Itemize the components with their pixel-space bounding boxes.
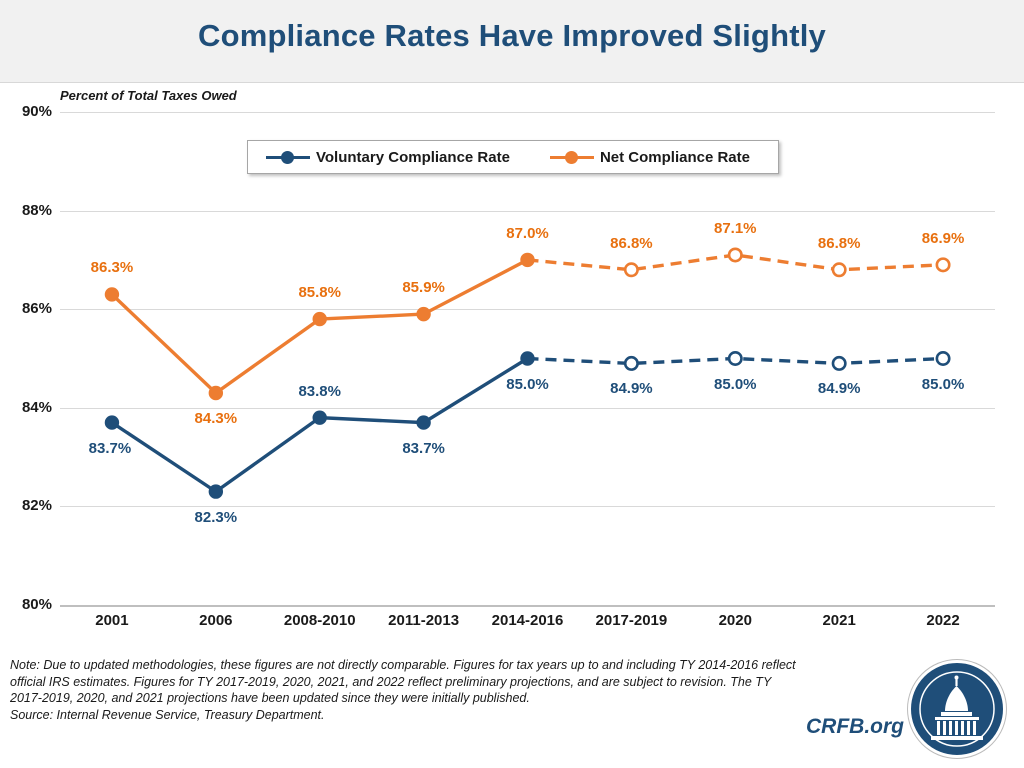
data-point-label: 86.8% [817,234,861,252]
data-point-marker [625,357,637,369]
data-point-label: 83.8% [298,382,341,400]
footnote-source: Source: Internal Revenue Service, Treasury Department. [10,707,325,722]
x-axis-tick-label: 2001 [95,612,129,629]
y-axis-tick-label: 90% [21,103,52,120]
legend-label-net: Net Compliance Rate [599,148,750,166]
x-axis-tick-label: 2008-2010 [283,612,356,629]
data-point-marker [210,485,222,497]
data-point-label: 86.8% [610,234,653,252]
series-lines [0,100,1024,645]
y-axis-tick-label: 88% [21,201,52,219]
data-point-label: 85.0% [921,375,965,393]
chart-legend[interactable] [247,140,779,174]
series-line-solid [112,260,528,393]
data-point-label: 87.0% [506,224,549,242]
data-point-label: 85.0% [713,375,757,393]
y-axis-tick-label: 80% [21,596,52,613]
legend-label-voluntary: Voluntary Compliance Rate [316,148,510,166]
data-point-marker [833,357,845,369]
data-point-label: 82.3% [194,508,238,526]
legend-swatch-net-icon [550,150,594,164]
data-point-label: 86.9% [921,229,965,247]
capitol-dome-logo [908,660,1006,758]
data-point-marker [729,352,741,364]
footnote [10,657,800,723]
data-point-marker [833,264,845,276]
x-axis-tick-label: 2021 [822,612,856,629]
x-axis-tick-label: 2022 [926,612,960,629]
axis-subtitle: Percent of Total Taxes Owed [60,88,237,103]
data-point-label: 86.3% [90,259,134,277]
data-point-label: 85.0% [506,375,549,393]
data-point-marker [210,387,222,399]
data-point-marker [937,259,949,271]
data-point-marker [106,288,118,300]
data-point-label: 84.9% [610,380,653,398]
data-point-label: 84.9% [817,380,861,398]
series-line-solid [112,359,528,492]
data-point-label: 83.7% [88,439,132,457]
x-axis-tick-label: 2014-2016 [491,612,564,629]
legend-item-net[interactable] [550,149,750,166]
data-point-label: 85.8% [298,284,341,302]
legend-item-voluntary[interactable] [266,149,510,166]
data-point-marker [937,352,949,364]
data-point-marker [106,416,118,428]
data-point-marker [417,308,429,320]
data-point-marker [521,254,533,266]
x-axis-tick-label: 2006 [199,612,233,629]
data-point-label: 84.3% [194,410,238,427]
y-axis-tick-label: 82% [21,497,52,515]
footnote-note: Note: Due to updated methodologies, these figures are not directly comparable. Figures for tax years up to and including TY 2014-2016 reflect official IRS estimates. Figures for TY 2017-2019, 2020, 2021, and 2022 reflect preliminary projections, and are subject to revision. The TY 2017-2019, 2020, and 2021 projections have been updated since they were initially published. [10,658,796,705]
x-axis-tick-label: 2011-2013 [388,612,460,629]
data-point-label: 83.7% [402,439,445,457]
brand-name: CRFB.org [806,715,904,738]
data-point-marker [417,416,429,428]
legend-swatch-voluntary-icon [266,150,310,164]
y-axis-tick-label: 86% [21,300,52,318]
data-point-marker [314,313,326,325]
data-point-marker [625,264,637,276]
data-point-label: 87.1% [713,219,757,237]
x-axis-tick-label: 2017-2019 [595,612,668,629]
x-axis-tick-label: 2020 [718,612,752,629]
page-title: Compliance Rates Have Improved Slightly [198,18,826,53]
data-point-marker [729,249,741,261]
data-point-marker [521,352,533,364]
chart-plot-area [0,100,1024,645]
y-axis-tick-label: 84% [21,398,52,416]
data-point-marker [314,411,326,423]
data-point-label: 85.9% [402,279,445,297]
